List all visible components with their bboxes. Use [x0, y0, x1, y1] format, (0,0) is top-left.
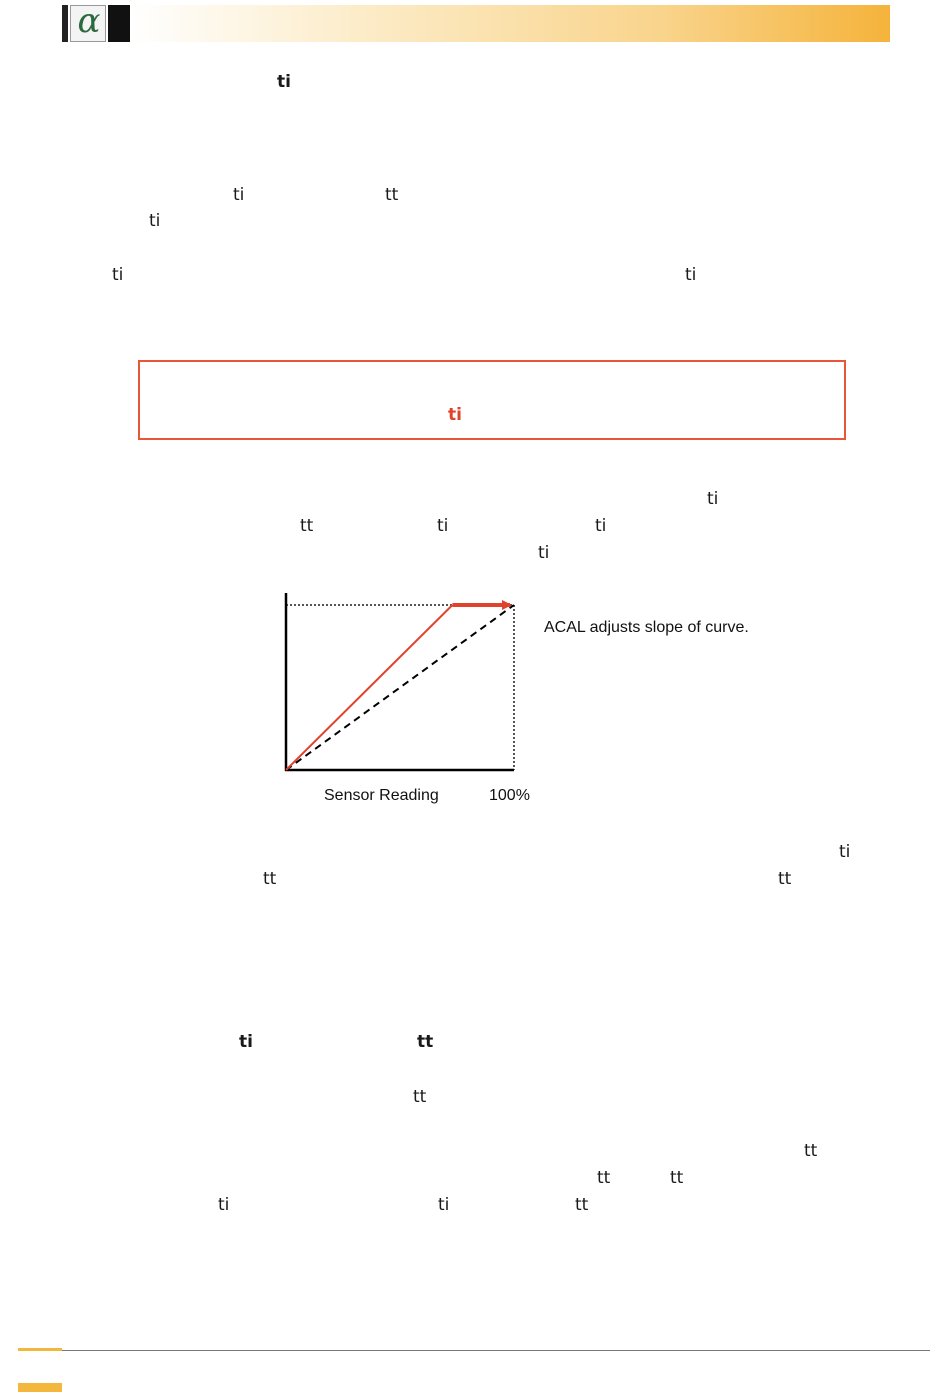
text-fragment: ti: [707, 489, 719, 509]
text-fragment: tt: [575, 1195, 589, 1215]
footer-accent: [18, 1348, 62, 1351]
text-fragment: tt: [804, 1141, 818, 1161]
series-original-line: [286, 605, 514, 770]
chart-annotation: ACAL adjusts slope of curve.: [544, 619, 749, 636]
text-fragment: tt: [597, 1168, 611, 1188]
text-fragment: ti: [685, 265, 697, 285]
text-fragment: ti: [233, 185, 245, 205]
acal-chart: [270, 585, 560, 815]
text-fragment: tt: [300, 516, 314, 536]
alpha-logo-icon: α: [77, 1, 101, 41]
heading-fragment: tt: [417, 1032, 434, 1052]
heading-fragment: ti: [277, 72, 291, 92]
text-fragment: ti: [112, 265, 124, 285]
text-fragment: tt: [413, 1087, 427, 1107]
logo-right-block: [108, 5, 130, 42]
note-fragment: ti: [448, 405, 462, 425]
logo-left-bar: [62, 5, 68, 42]
footer-accent-bar: [18, 1383, 62, 1392]
series-adjusted-line: [286, 605, 452, 770]
text-fragment: ti: [839, 842, 851, 862]
text-fragment: ti: [538, 543, 550, 563]
text-fragment: ti: [437, 516, 449, 536]
header-banner: [130, 5, 890, 42]
text-fragment: ti: [595, 516, 607, 536]
text-fragment: tt: [670, 1168, 684, 1188]
text-fragment: tt: [263, 869, 277, 889]
text-fragment: tt: [385, 185, 399, 205]
text-fragment: ti: [149, 211, 161, 231]
x-max-tick-label: 100%: [489, 787, 530, 804]
x-axis-label: Sensor Reading: [324, 787, 439, 804]
text-fragment: ti: [438, 1195, 450, 1215]
footer-rule: [18, 1350, 930, 1351]
text-fragment: ti: [218, 1195, 230, 1215]
text-fragment: tt: [778, 869, 792, 889]
heading-fragment: ti: [239, 1032, 253, 1052]
note-box: [138, 360, 846, 440]
